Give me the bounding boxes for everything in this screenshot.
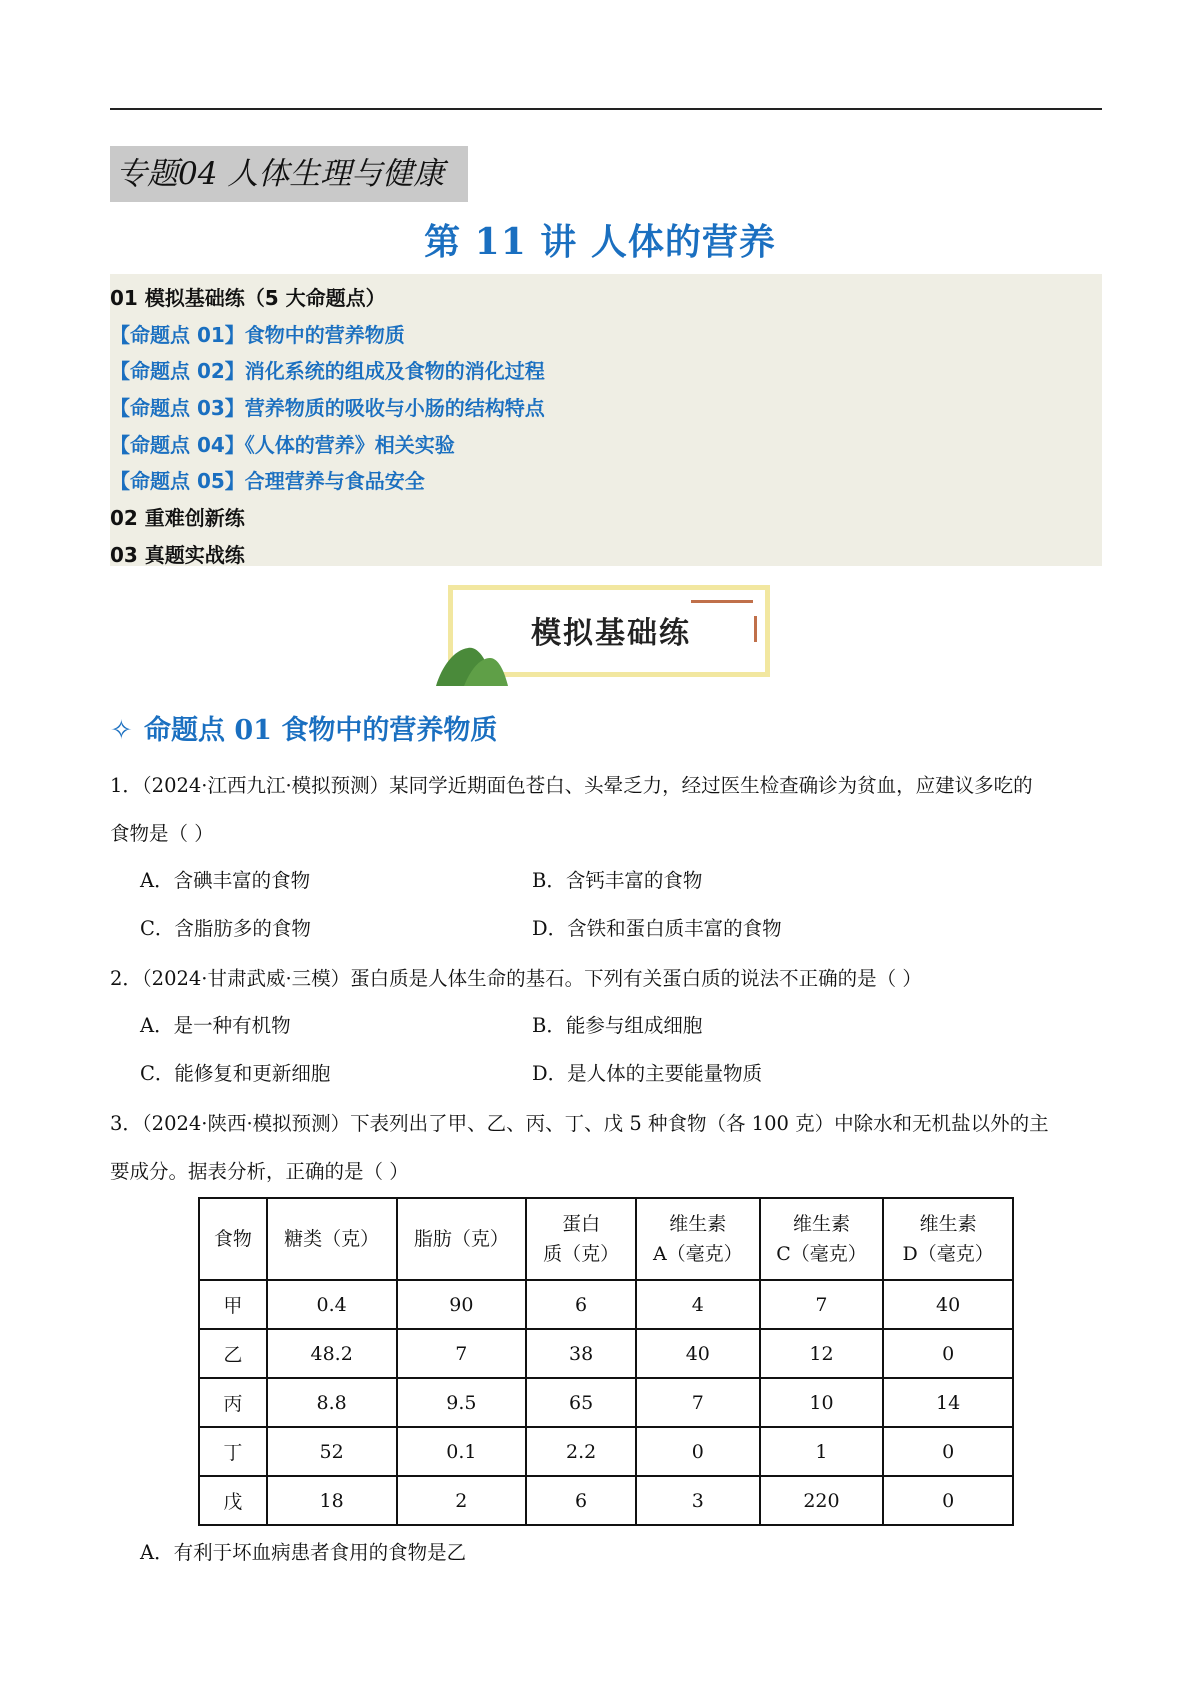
topic-tag: 专题04 人体生理与健康: [110, 146, 468, 202]
table-cell: 丙: [199, 1378, 267, 1427]
header-fat: 脂肪（克）: [397, 1198, 527, 1280]
table-cell: 2.2: [526, 1427, 636, 1476]
table-of-contents: [110, 274, 1102, 566]
table-row: [199, 1378, 1013, 1427]
table-cell: 38: [526, 1329, 636, 1378]
question-2-option-d[interactable]: D．是人体的主要能量物质: [532, 1062, 763, 1085]
table-cell: 7: [760, 1280, 884, 1329]
section-title: 命题点 01 食物中的营养物质: [144, 715, 498, 746]
toc-item-part-01[interactable]: 01 模拟基础练（5 大命题点）: [110, 286, 386, 310]
table-cell: 0: [883, 1476, 1013, 1525]
table-cell: 0: [636, 1427, 760, 1476]
table-row: [199, 1329, 1013, 1378]
header-food: 食物: [199, 1198, 267, 1280]
table-cell: 戊: [199, 1476, 267, 1525]
table-cell: 10: [760, 1378, 884, 1427]
section-heading: [110, 708, 497, 747]
banner-accent-line: [691, 600, 753, 603]
table-cell: 48.2: [267, 1329, 397, 1378]
header-protein: 蛋白 质（克）: [526, 1198, 636, 1280]
toc-item-part-03[interactable]: 03 真题实战练: [110, 542, 245, 567]
toc-item-point-04[interactable]: 【命题点 04】《人体的营养》相关实验: [110, 432, 455, 457]
table-cell: 1: [760, 1427, 884, 1476]
table-cell: 丁: [199, 1427, 267, 1476]
table-cell: 40: [636, 1329, 760, 1378]
question-1-option-b[interactable]: B．含钙丰富的食物: [532, 869, 703, 892]
question-1-stem-line2: 食物是（ ）: [110, 822, 214, 845]
toc-item-point-05[interactable]: 【命题点 05】合理营养与食品安全: [110, 469, 425, 494]
toc-item-part-02[interactable]: 02 重难创新练: [110, 506, 245, 531]
table-cell: 52: [267, 1427, 397, 1476]
question-1-stem-line1: 1．（2024·江西九江·模拟预测）某同学近期面色苍白、头晕乏力，经过医生检查确诊为贫血，应建议多吃的: [110, 774, 1033, 797]
banner-title: 模拟基础练: [531, 616, 691, 651]
table-row: [199, 1476, 1013, 1525]
table-cell: 14: [883, 1378, 1013, 1427]
table-cell: 3: [636, 1476, 760, 1525]
question-2-stem: 2．（2024·甘肃武威·三模）蛋白质是人体生命的基石。下列有关蛋白质的说法不正确的是（ ）: [110, 967, 922, 990]
table-cell: 8.8: [267, 1378, 397, 1427]
header-carbs: 糖类（克）: [267, 1198, 397, 1280]
question-2-option-a[interactable]: A．是一种有机物: [140, 1014, 291, 1037]
food-nutrient-table: [198, 1197, 1014, 1526]
table-cell: 0: [883, 1427, 1013, 1476]
table-cell: 0: [883, 1329, 1013, 1378]
hills-icon: [434, 636, 510, 686]
question-2-option-c[interactable]: C．能修复和更新细胞: [140, 1062, 331, 1085]
table-cell: 7: [397, 1329, 527, 1378]
table-cell: 7: [636, 1378, 760, 1427]
lecture-title: 第 11 讲 人体的营养: [424, 221, 776, 263]
toc-item-point-02[interactable]: 【命题点 02】消化系统的组成及食物的消化过程: [110, 359, 545, 384]
question-3-option-a[interactable]: A．有利于坏血病患者食用的食物是乙: [140, 1541, 467, 1564]
question-1-option-d[interactable]: D．含铁和蛋白质丰富的食物: [532, 917, 782, 940]
table-cell: 0.4: [267, 1280, 397, 1329]
table-cell: 0.1: [397, 1427, 527, 1476]
toc-item-point-01[interactable]: 【命题点 01】食物中的营养物质: [110, 322, 405, 347]
table-cell: 12: [760, 1329, 884, 1378]
header-vitamin-c: 维生素 C（毫克）: [760, 1198, 884, 1280]
table-row: [199, 1427, 1013, 1476]
sparkle-icon: ✧: [110, 715, 133, 746]
table-cell: 65: [526, 1378, 636, 1427]
table-cell: 4: [636, 1280, 760, 1329]
question-3-stem-line2: 要成分。据表分析，正确的是（ ）: [110, 1160, 409, 1183]
table-cell: 9.5: [397, 1378, 527, 1427]
toc-item-point-03[interactable]: 【命题点 03】营养物质的吸收与小肠的结构特点: [110, 396, 545, 421]
header-rule: [110, 108, 1102, 110]
header-vitamin-d: 维生素 D（毫克）: [883, 1198, 1013, 1280]
table-cell: 220: [760, 1476, 884, 1525]
table-header-row: [199, 1198, 1013, 1280]
question-2-option-b[interactable]: B．能参与组成细胞: [532, 1014, 703, 1037]
table-cell: 甲: [199, 1280, 267, 1329]
table-cell: 6: [526, 1280, 636, 1329]
banner-accent-tick: [754, 616, 757, 642]
table-cell: 18: [267, 1476, 397, 1525]
question-1-option-a[interactable]: A．含碘丰富的食物: [140, 869, 311, 892]
table-cell: 乙: [199, 1329, 267, 1378]
header-vitamin-a: 维生素 A（毫克）: [636, 1198, 760, 1280]
table-cell: 6: [526, 1476, 636, 1525]
table-cell: 40: [883, 1280, 1013, 1329]
table-row: [199, 1280, 1013, 1329]
question-3-stem-line1: 3．（2024·陕西·模拟预测）下表列出了甲、乙、丙、丁、戊 5 种食物（各 100 克）中除水和无机盐以外的主: [110, 1112, 1049, 1135]
table-cell: 2: [397, 1476, 527, 1525]
question-1-option-c[interactable]: C．含脂肪多的食物: [140, 917, 311, 940]
table-cell: 90: [397, 1280, 527, 1329]
